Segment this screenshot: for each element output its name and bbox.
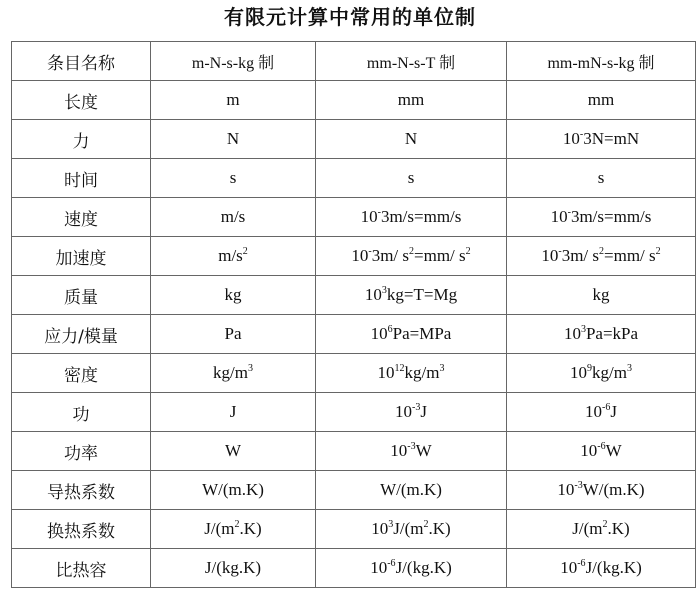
table-cell: $10^{-3}W$ [316,432,507,471]
table-cell: $J/(m^2.K)$ [507,510,696,549]
row-label: 换热系数 [12,510,151,549]
table-cell: s [507,159,696,198]
table-row [12,315,696,354]
table-cell: J/(kg.K) [151,549,316,588]
table-cell: kg [507,276,696,315]
page-title: 有限元计算中常用的单位制 [224,5,476,29]
table-cell: $10^3Pa=kPa$ [507,315,696,354]
table-row [12,510,696,549]
table-row [12,159,696,198]
table-cell: $10^{-3}J$ [316,393,507,432]
row-label: 比热容 [12,549,151,588]
row-label: 功率 [12,432,151,471]
table-row [12,81,696,120]
header-item-name: 条目名称 [12,42,151,81]
table-cell: kg [151,276,316,315]
table-cell: s [316,159,507,198]
table-cell: $10^{-6}J$ [507,393,696,432]
row-label: 速度 [12,198,151,237]
table-cell: 10-3N=mN [507,120,696,159]
table-row [12,354,696,393]
header-mm-n-s-t: mm-N-s-T 制 [316,42,507,81]
row-label: 质量 [12,276,151,315]
table-cell: m/s [151,198,316,237]
table-cell: $10^6Pa=MPa$ [316,315,507,354]
row-label: 密度 [12,354,151,393]
table-cell: $10^{-6}J/(kg.K)$ [316,549,507,588]
table-row [12,393,696,432]
row-label: 时间 [12,159,151,198]
table-cell: W [151,432,316,471]
table-cell: N [151,120,316,159]
table-cell: W/(m.K) [316,471,507,510]
row-label: 导热系数 [12,471,151,510]
table-cell: $10^3kg=T=Mg$ [316,276,507,315]
header-mm-mn-s-kg: mm-mN-s-kg 制 [507,42,696,81]
table-cell: $10^{-3}W/(m.K)$ [507,471,696,510]
table-cell: $10^3J/(m^2.K)$ [316,510,507,549]
table-cell: $J/(m^2.K)$ [151,510,316,549]
header-m-n-s-kg: m-N-s-kg 制 [151,42,316,81]
row-label: 应力/模量 [12,315,151,354]
table-cell: $10^9kg/m^3$ [507,354,696,393]
table-cell: $10^{-6}W$ [507,432,696,471]
table-cell: $m/s^2$ [151,237,316,276]
table-cell: 10-3m/ $s^2=mm/$ $s^2$ [507,237,696,276]
table-row [12,120,696,159]
table-cell: 10-3m/s=mm/s [507,198,696,237]
table-header-row [12,42,696,81]
table-cell: m [151,81,316,120]
table-row [12,471,696,510]
table-cell: 10-3m/s=mm/s [316,198,507,237]
table-row [12,198,696,237]
table-row [12,237,696,276]
table-cell: $10^{-6}J/(kg.K)$ [507,549,696,588]
row-label: 功 [12,393,151,432]
table-cell: mm [507,81,696,120]
table-cell: J [151,393,316,432]
table-row [12,432,696,471]
row-label: 加速度 [12,237,151,276]
table-cell: mm [316,81,507,120]
row-label: 力 [12,120,151,159]
units-table [11,41,696,588]
table-row [12,276,696,315]
row-label: 长度 [12,81,151,120]
table-cell: Pa [151,315,316,354]
table-cell: s [151,159,316,198]
table-cell: $kg/m^3$ [151,354,316,393]
table-cell: $10^{12}kg/m^3$ [316,354,507,393]
table-row [12,549,696,588]
table-cell: W/(m.K) [151,471,316,510]
table-cell: N [316,120,507,159]
table-cell: 10-3m/ $s^2=mm/$ $s^2$ [316,237,507,276]
